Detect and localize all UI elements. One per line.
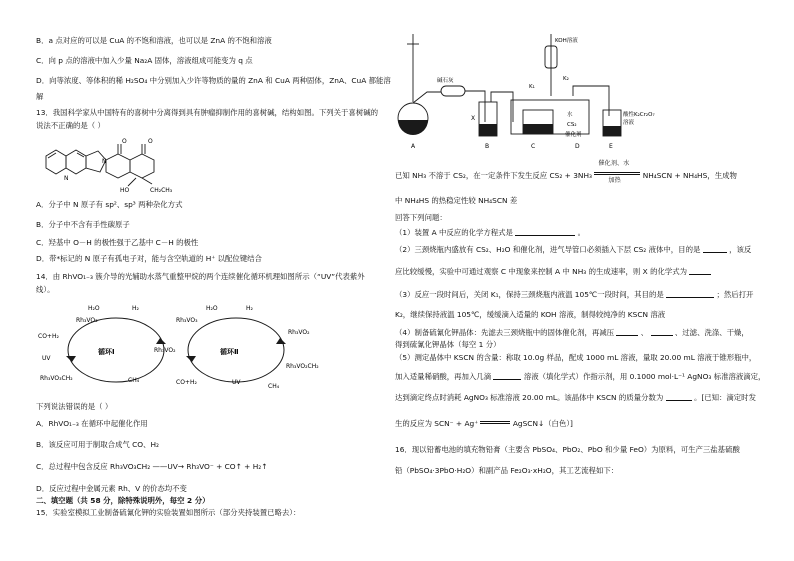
q16-stem: 16．现以铅蓄电池的填充物铅膏（主要含 PbSO₄、PbO₂、PbO 和少量 FeO）为原料，可生产三盐基硫酸: [395, 445, 740, 454]
q15-part-2-x-blank[interactable]: [689, 266, 711, 275]
camptothecin-n2: N: [64, 175, 69, 182]
cycle-1-co-h2: CO+H₂: [38, 333, 59, 340]
q15-part-4-end: 、过滤、洗涤、干燥，: [674, 328, 749, 337]
label-k2: K₂: [563, 76, 569, 82]
q15-part-4-text: （4）制备硫氰化钾晶体：先滤去三颈烧瓶中的固体催化剂，再减压: [395, 328, 615, 337]
q14-stem: 14．由 RhVO₁₋₃ 簇介导的光辅助水蒸气重整甲烷的两个连续催化循环机理如图所示（“UV”代表紫外: [36, 272, 365, 281]
camptothecin-structure: [36, 134, 206, 194]
label-koh-solution: KOH溶液: [555, 38, 578, 44]
q15-part-5: （5）测定晶体中 KSCN 的含量：称取 10.0g 样品，配成 1000 mL 溶液，量取 20.00 mL 溶液于锥形瓶中，: [395, 353, 757, 362]
reaction-condition-top: 催化剂、水: [598, 160, 630, 167]
cycle-1-rh3vo3ch2: Rh₃VO₃CH₂: [40, 375, 73, 382]
cycle-2-rh3vo2ch2: Rh₃VO₂CH₂: [286, 363, 319, 370]
camptothecin-oh: HO: [120, 187, 130, 194]
q15-stem: 15．实验室模拟工业制备硫氰化钾的实验装置如图所示（部分夹持装置已略去）：: [36, 508, 301, 517]
label-k1: K₁: [529, 84, 535, 90]
cycle-2-label: 循环Ⅱ: [220, 348, 239, 356]
titration-reaction: [395, 418, 573, 429]
q13-stem: 13．我国科学家从中国特有的喜树中分离得到具有肿瘤抑制作用的喜树碱，结构如图。下列关于喜树碱的: [36, 108, 378, 117]
q15-part-5-fraction-blank[interactable]: [666, 392, 692, 401]
q15-part-2: [395, 244, 751, 255]
q13-option-c: C．羟基中 O－H 的极性强于乙基中 C－H 的极性: [36, 238, 199, 247]
q15-part-2-text: （2）三颈烧瓶内盛放有 CS₂、H₂O 和催化剂，进气导管口必须插入下层 CS₂ 液体中，目的是: [395, 245, 701, 254]
kscn-apparatus-diagram: [395, 30, 655, 152]
answer-prompt: 回答下列问题：: [395, 213, 447, 222]
reaction-condition-arrow: [594, 160, 640, 184]
label-a: A: [411, 143, 416, 150]
label-b: B: [485, 143, 490, 150]
q15-part-4-blank-1[interactable]: [616, 327, 638, 336]
known-reaction: [395, 160, 737, 184]
q16-stem-cont: 铅（PbSO₄·3PbO·H₂O）和副产品 Fe₂O₃·xH₂O，其工艺流程如下：: [395, 466, 619, 475]
q15-part-2-cont-text: 应比较缓慢，实验中可通过观察 C 中现象来控制 A 中 NH₃ 的生成速率，则 X 的化学式为: [395, 267, 688, 276]
q12-option-d: D．向等浓度、等体积的稀 H₂SO₄ 中分别加入少许等物质的量的 ZnA 和 CuA 两种固体，ZnA、CuA 都能溶: [36, 76, 391, 85]
camptothecin-o2: O: [122, 138, 127, 145]
titration-reaction-lhs: 生的反应为 SCN⁻ + Ag⁺: [395, 419, 479, 428]
q15-part-4-blank-2[interactable]: [651, 327, 673, 336]
q15-part-1: [395, 227, 585, 238]
titration-reaction-equals: [480, 418, 510, 426]
q15-part-3: [395, 289, 753, 300]
label-x: X: [471, 115, 476, 122]
q15-part-5-cont: [395, 371, 765, 382]
cycle-2-co-h2: CO+H₂: [176, 379, 197, 386]
q13-option-b: B．分子中不含有手性碳原子: [36, 220, 130, 229]
q15-part-1-end: 。: [577, 228, 586, 237]
label-acid-dichromate: 酸性K₂Cr₂O₇: [623, 112, 655, 118]
q15-part-4-cont: 得到硫氰化钾晶体（每空 1 分）: [395, 340, 501, 349]
label-soda-lime: 碱石灰: [437, 78, 454, 84]
cycle-1-label: 循环Ⅰ: [98, 348, 115, 356]
rh3vo2-center: Rh₃VO₂: [154, 347, 176, 354]
q15-part-5-cont-2: [395, 392, 756, 403]
cycle-2-h2o: H₂O: [206, 305, 218, 312]
cycle-2-h2: H₂: [246, 305, 253, 312]
q14-option-b: B．该反应可用于制取合成气 CO、H₂: [36, 440, 159, 449]
label-e: E: [609, 143, 613, 150]
cycle-1-ch4: CH₄: [128, 377, 140, 384]
q15-part-2-cont: [395, 266, 711, 277]
q15-part-3-text: （3）反应一段时间后，关闭 K₁，保持三颈烧瓶内液温 105℃一段时间，其目的是: [395, 290, 664, 299]
catalytic-cycle-diagram: [36, 298, 366, 398]
q15-part-3-blank[interactable]: [666, 289, 714, 298]
cycle-2-rh3vo2: Rh₃VO₂: [288, 329, 310, 336]
q15-part-4: [395, 327, 749, 338]
q12-option-d-cont: 解: [36, 92, 44, 101]
q13-option-a: A．分子中 N 原子有 sp²、sp³ 两种杂化方式: [36, 200, 183, 209]
q14-option-d: D．反应过程中金属元素 Rh、V 的价态均不变: [36, 484, 187, 493]
q12-option-b: B．a 点对应的可以是 CuA 的不饱和溶液，也可以是 ZnA 的不饱和溶液: [36, 36, 272, 45]
q15-part-5-indicator-blank[interactable]: [493, 371, 521, 380]
cycle-2-uv: UV: [232, 379, 241, 386]
label-c: C: [531, 143, 536, 150]
q13-option-d: D．带*标记的 N 原子有孤电子对，能与含空轨道的 H⁺ 以配位键结合: [36, 254, 262, 263]
q15-part-5-cont-2-text: 达到滴定终点时消耗 AgNO₃ 标准溶液 20.00 mL。该晶体中 KSCN 的质量分数为: [395, 393, 664, 402]
q15-part-5-cont-text: 加入适量稀硝酸，再加入几滴: [395, 372, 492, 381]
label-d: D: [575, 143, 580, 150]
cycle-1-uv: UV: [42, 355, 51, 362]
cycle-1-h2o: H₂O: [88, 305, 100, 312]
q14-ask: 下列说法错误的是（ ）: [36, 402, 113, 411]
q14-stem-cont: 线）。: [36, 285, 55, 294]
camptothecin-ethyl: CH₂CH₃: [150, 187, 173, 194]
titration-reaction-rhs: AgSCN↓（白色）]: [512, 419, 573, 428]
q14-option-c: C．总过程中包含反应 Rh₃VO₃CH₂ ——UV→ Rh₃VO⁻ + CO↑ + H₂↑: [36, 462, 268, 471]
q15-part-5-cont-2-end: 。[已知：滴定时发: [693, 393, 756, 402]
label-catalyst: 催化剂: [565, 132, 582, 138]
q12-option-c: C．向 p 点的溶液中加入少量 Na₂A 固体，溶液组成可能变为 q 点: [36, 56, 253, 65]
q15-part-5-cont-end: 溶液（填化学式）作指示剂，用 0.1000 mol·L⁻¹ AgNO₃ 标准溶液滴定，: [523, 372, 766, 381]
section-2-heading: 二、填空题（共 58 分，除特殊说明外，每空 2 分）: [36, 496, 210, 505]
cycle-2-rh3vo3: Rh₃VO₃: [176, 317, 198, 324]
q15-part-2-blank[interactable]: [703, 244, 727, 253]
q15-part-1-text: （1）装置 A 中反应的化学方程式是: [395, 228, 513, 237]
q15-part-3-cont: K₂，继续保持液温 105℃，缓缓滴入适量的 KOH 溶液，制得较纯净的 KSCN 溶液: [395, 310, 666, 319]
q14-option-a: A．RhVO₁₋₃ 在循环中起催化作用: [36, 419, 148, 428]
q13-stem-cont: 说法不正确的是（ ）: [36, 121, 105, 130]
cycle-1-rh3vo3: Rh₃VO₃: [76, 317, 98, 324]
label-water: 水: [567, 112, 573, 118]
known-reaction-cont: 中 NH₄HS 的热稳定性较 NH₄SCN 差: [395, 196, 518, 205]
q15-part-1-blank[interactable]: [515, 227, 575, 236]
known-reaction-rhs: NH₄SCN + NH₄HS，生成物: [642, 171, 737, 180]
cycle-1-h2: H₂: [132, 305, 139, 312]
reaction-condition-bottom: 加热: [608, 177, 621, 184]
known-reaction-lhs: 已知 NH₃ 不溶于 CS₂，在一定条件下发生反应 CS₂ + 3NH₃: [395, 171, 592, 180]
q15-part-4-sep: 、: [640, 328, 649, 337]
q15-part-3-end: ；然后打开: [716, 290, 754, 299]
camptothecin-o1: O: [148, 138, 153, 145]
label-solution: 溶液: [623, 120, 635, 126]
camptothecin-n1: N: [102, 158, 107, 165]
q15-part-2-end: ，该反: [729, 245, 752, 254]
cycle-2-ch4: CH₄: [268, 383, 280, 390]
label-cs2: CS₂: [567, 122, 577, 128]
